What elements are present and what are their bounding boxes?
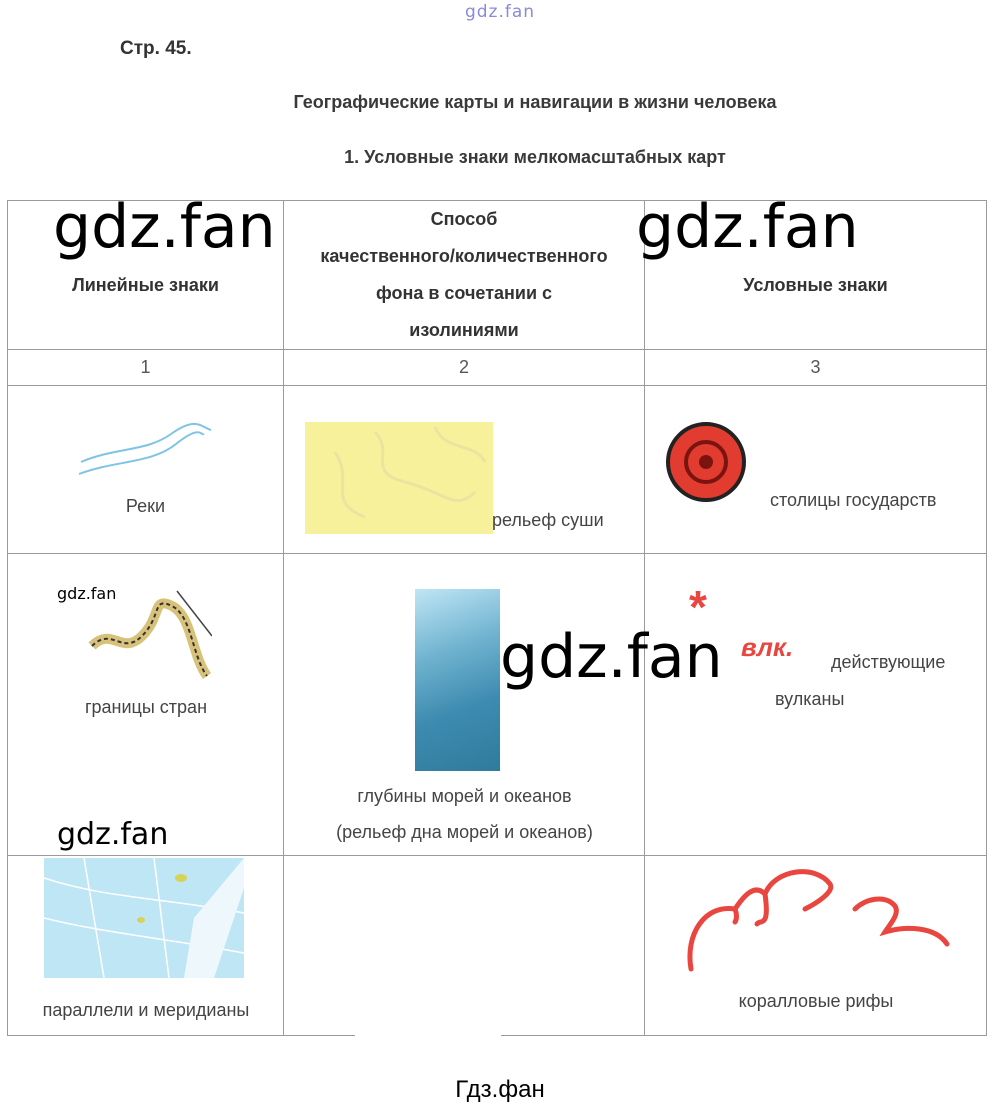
section-title: 1. Условные знаки мелкомасштабных карт (344, 147, 726, 167)
watermark-small: gdz.fan (57, 584, 117, 603)
cell-rivers (8, 386, 284, 554)
borders-label: границы стран (84, 697, 208, 717)
land-relief-label: рельеф суши (492, 510, 604, 530)
volcanoes-label-line2: вулканы (775, 689, 845, 709)
coral-reefs-label: коралловые рифы (738, 991, 894, 1011)
cell-graticule (8, 856, 284, 1036)
column-number-2: 2 (284, 350, 645, 386)
legend-table (7, 200, 987, 1036)
table-row (8, 856, 987, 1036)
coral-reef-icon (685, 864, 975, 974)
watermark-medium: gdz.fan (57, 817, 169, 852)
watermark-center: gdz.fan (500, 622, 723, 692)
cell-capitals (645, 386, 987, 554)
footer-watermark: Гдз.фан (455, 1076, 545, 1103)
column-number-1: 1 (8, 350, 284, 386)
header-linear-signs: Линейные знаки (72, 274, 219, 295)
volcano-symbol-label: влк. (741, 632, 794, 662)
header-conventional-signs: Условные знаки (743, 274, 888, 295)
header-method-line-1: Способ (430, 209, 498, 229)
table-row (8, 386, 987, 554)
ocean-floor-label: (рельеф дна морей и океанов) (336, 822, 593, 842)
page-number: Стр. 45. (120, 38, 192, 59)
column-number-3: 3 (645, 350, 987, 386)
watermark-right: gdz.fan (636, 192, 859, 262)
capital-icon (661, 422, 771, 512)
top-watermark: gdz.fan (464, 2, 536, 22)
contour-lines-icon (305, 422, 493, 534)
graticule-map-icon (44, 858, 244, 978)
header-method-line-4: изолиниями (409, 320, 519, 340)
watermark-left: gdz.fan (53, 192, 276, 262)
cell-coral-reefs (645, 856, 987, 1036)
volcano-asterisk-icon: * (689, 581, 707, 633)
graticule-label: параллели и меридианы (42, 1000, 250, 1020)
cell-empty (284, 856, 645, 1036)
volcanoes-label-line1: действующие (831, 652, 946, 672)
cell-ocean-depths (284, 554, 645, 856)
capitals-label: столицы государств (770, 490, 937, 510)
ocean-depth-swatch (415, 589, 500, 771)
river-icon (76, 422, 216, 482)
rivers-label: Реки (125, 496, 166, 516)
ocean-depths-label: глубины морей и океанов (357, 786, 572, 806)
cell-land-relief (284, 386, 645, 554)
border-gap (355, 1033, 501, 1039)
header-cell-method (284, 201, 645, 350)
table-row (8, 554, 987, 856)
header-method-line-2: качественного/количественного (320, 246, 608, 266)
land-relief-swatch (305, 422, 493, 534)
cell-volcanoes (645, 554, 987, 856)
page-heading: Географические карты и навигации в жизни человека (293, 92, 777, 112)
cell-borders (8, 554, 284, 856)
table-number-row (8, 350, 987, 386)
header-method-line-3: фона в сочетании с (375, 283, 553, 303)
